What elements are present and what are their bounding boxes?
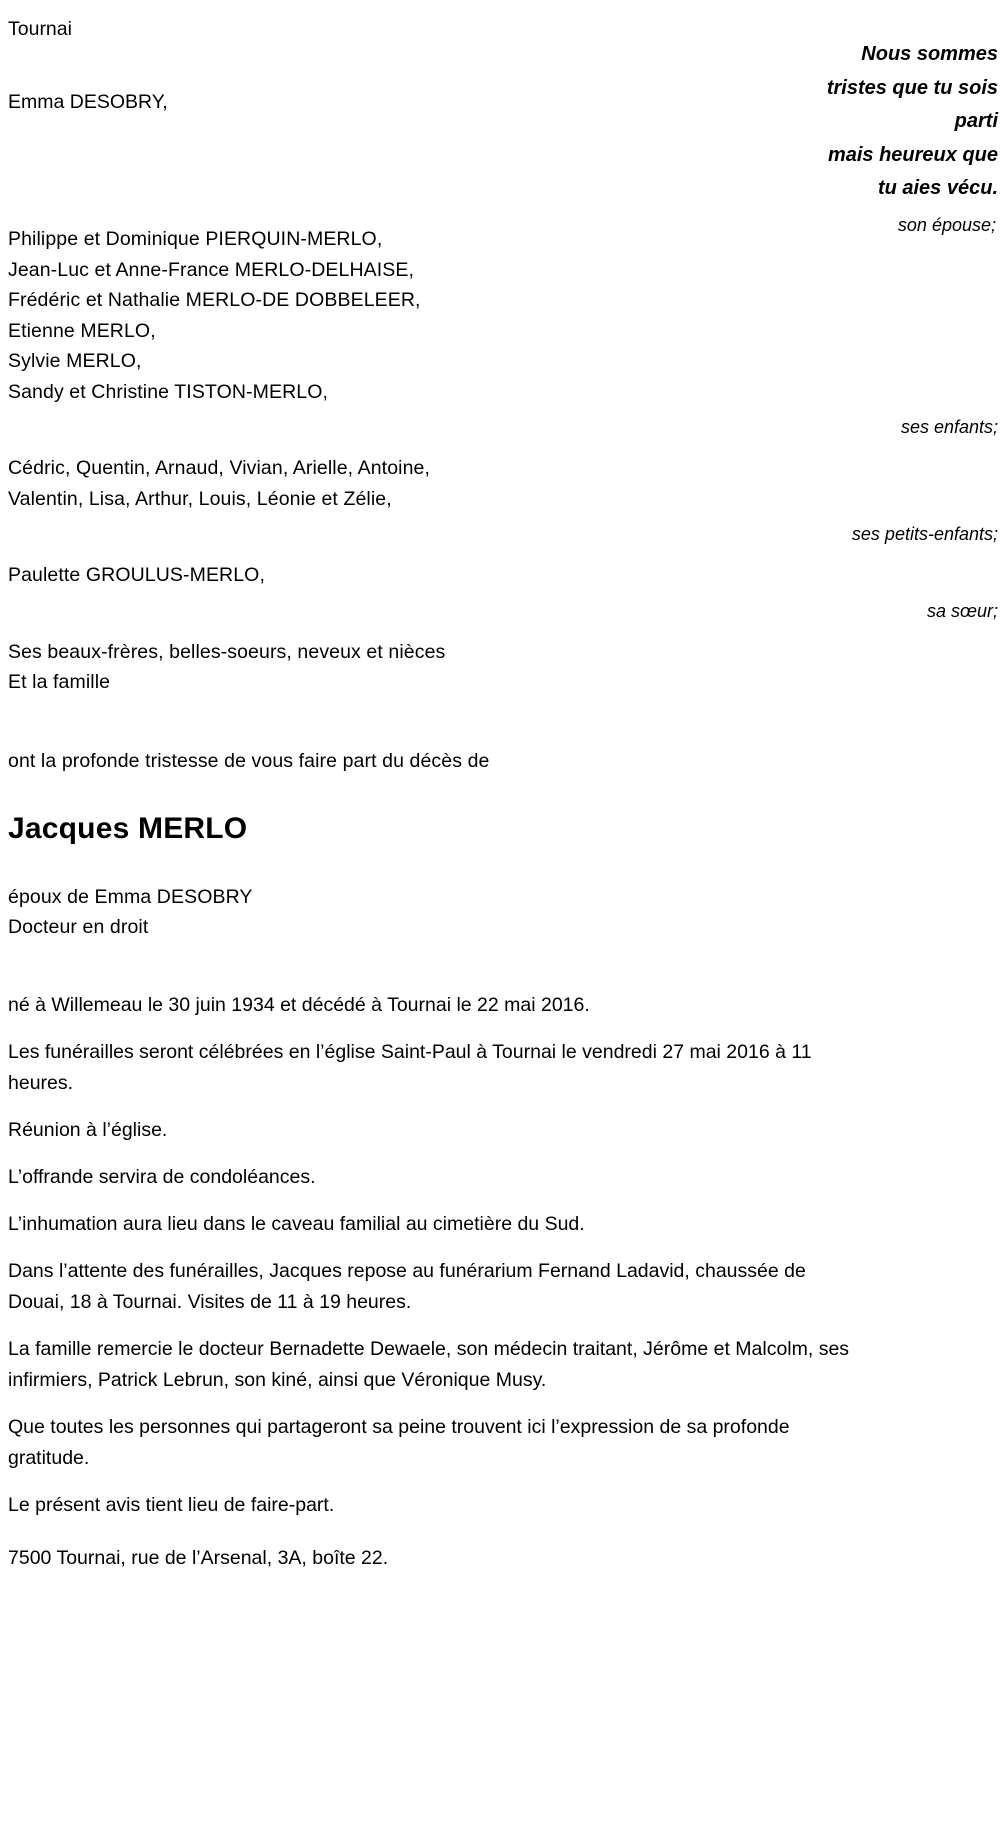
list-item: Jean-Luc et Anne-France MERLO-DELHAISE, bbox=[8, 258, 414, 281]
relation-label-grandchildren: ses petits-enfants; bbox=[851, 524, 998, 544]
list-item: Sylvie MERLO, bbox=[8, 350, 142, 372]
poem-line-5: tu aies vécu. bbox=[877, 177, 998, 199]
spacer bbox=[0, 441, 1000, 453]
detail-paragraph-funeral: Les funérailles seront célébrées en l’église Saint-Paul à Tournai le vendredi 27 mai 2016 à 11 heures. bbox=[8, 1040, 812, 1094]
list-item: Sandy et Christine TISTON-MERLO, bbox=[8, 380, 328, 403]
list-item: Paulette GROULUS-MERLO, bbox=[8, 564, 265, 586]
detail-paragraph-gratitude: Que toutes les personnes qui partageront sa peine trouvent ici l’expression de sa profonde gratitude. bbox=[8, 1415, 790, 1469]
poem-line-4: mais heureux que bbox=[827, 143, 998, 166]
announcement-intro: ont la profonde tristesse de vous faire part du décès de bbox=[8, 749, 490, 772]
deceased-name: Jacques MERLO bbox=[8, 811, 248, 845]
family-group-grandchildren bbox=[0, 453, 1000, 548]
details-block bbox=[0, 990, 1000, 1521]
family-group-sister bbox=[0, 560, 1000, 625]
list-item: Et la famille bbox=[8, 671, 111, 693]
announcement-intro-block bbox=[0, 746, 640, 776]
family-names-list bbox=[0, 224, 650, 407]
list-item: Valentin, Lisa, Arthur, Louis, Léonie et Zélie, bbox=[8, 487, 392, 510]
deceased-profession: Docteur en droit bbox=[8, 915, 149, 938]
family-group-children bbox=[0, 224, 1000, 441]
spacer bbox=[0, 548, 1000, 560]
detail-paragraph-thanks: La famille remercie le docteur Bernadette Dewaele, son médecin traitant, Jérôme et Malcolm, ses infirmiers, Patrick Lebrun, son kiné, ainsi que Véronique Musy. bbox=[8, 1337, 850, 1391]
list-item: Cédric, Quentin, Arnaud, Vivian, Arielle, Antoine, bbox=[8, 457, 430, 479]
family-names-list bbox=[0, 453, 650, 514]
poem-line-1: Nous sommes bbox=[861, 43, 998, 65]
poem-attribution: son épouse; bbox=[897, 214, 996, 235]
contact-address: 7500 Tournai, rue de l’Arsenal, 3A, boîte 22. bbox=[8, 1546, 389, 1569]
deceased-subtitle-block bbox=[0, 882, 640, 942]
detail-paragraph-funerarium: Dans l’attente des funérailles, Jacques repose au funérarium Fernand Ladavid, chaussée de Douai, 18 à Tournai. Visites de 11 à 19 heures. bbox=[8, 1259, 806, 1313]
deceased-spouse-of: époux de Emma DESOBRY bbox=[8, 885, 253, 908]
widow-name: Emma DESOBRY, bbox=[8, 91, 168, 113]
relation-label-children: ses enfants; bbox=[900, 417, 998, 437]
poem-line-2: tristes que tu sois bbox=[826, 76, 998, 99]
family-group-others bbox=[0, 637, 1000, 698]
family-names-list bbox=[0, 637, 650, 698]
relation-label-sister: sa sœur; bbox=[926, 600, 998, 621]
detail-paragraph-birth-death: né à Willemeau le 30 juin 1934 et décédé à Tournai le 22 mai 2016. bbox=[8, 993, 590, 1016]
spacer bbox=[0, 776, 1000, 810]
detail-paragraph-notice: Le présent avis tient lieu de faire-part. bbox=[8, 1493, 335, 1516]
detail-paragraph-offering: L’offrande servira de condoléances. bbox=[8, 1165, 316, 1188]
spacer bbox=[0, 1521, 1000, 1543]
header-left-column bbox=[8, 14, 608, 117]
list-item: Etienne MERLO, bbox=[8, 319, 156, 342]
list-item: Ses beaux-frères, belles-soeurs, neveux et nièces bbox=[8, 640, 446, 663]
spacer bbox=[0, 625, 1000, 637]
city-label: Tournai bbox=[8, 18, 72, 40]
memorial-poem bbox=[578, 38, 998, 240]
detail-paragraph-reunion: Réunion à l’église. bbox=[8, 1118, 168, 1141]
poem-line-3: parti bbox=[954, 110, 998, 132]
spacer bbox=[0, 942, 1000, 990]
detail-paragraph-burial: L’inhumation aura lieu dans le caveau familial au cimetière du Sud. bbox=[8, 1212, 585, 1235]
header-zone bbox=[0, 14, 1000, 235]
spacer bbox=[0, 698, 1000, 746]
list-item: Frédéric et Nathalie MERLO-DE DOBBELEER, bbox=[8, 289, 421, 311]
family-names-list bbox=[0, 560, 650, 591]
list-item: Philippe et Dominique PIERQUIN-MERLO, bbox=[8, 228, 383, 250]
spacer bbox=[0, 848, 1000, 882]
